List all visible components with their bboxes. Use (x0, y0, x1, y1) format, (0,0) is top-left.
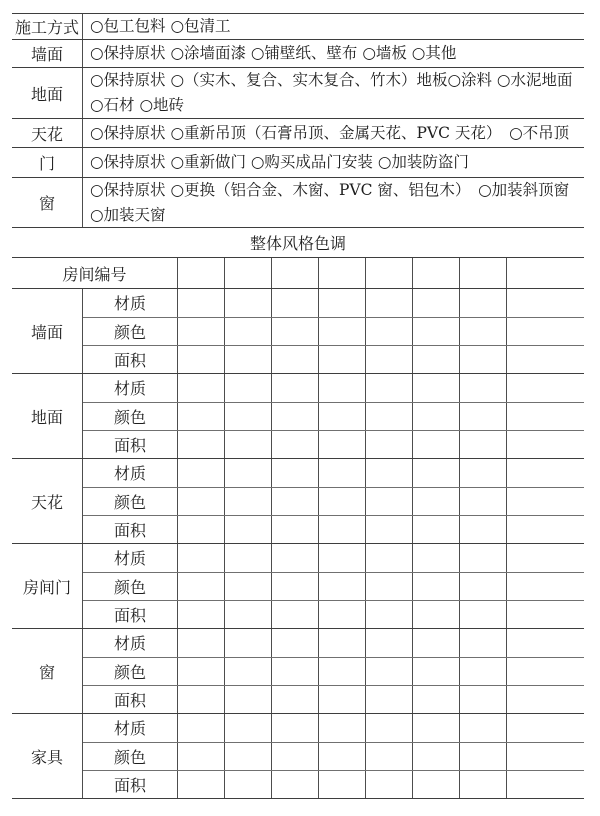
grid-data-cell (413, 403, 460, 431)
grid-data-cell (178, 431, 225, 458)
grid-data-cell (507, 346, 584, 373)
grid-data-cell (225, 516, 272, 543)
grid-row-label: 颜色 (83, 403, 178, 431)
grid-data-cell (178, 459, 225, 487)
grid-data-cell (225, 459, 272, 487)
grid-data-cell (413, 629, 460, 657)
grid-data-cell (460, 289, 507, 317)
option-line: ○加装天窗 (90, 205, 166, 224)
grid-data-cell (413, 714, 460, 742)
grid-data-cell (178, 743, 225, 771)
grid-row-label: 颜色 (83, 658, 178, 686)
grid-row (83, 629, 584, 658)
grid-data-cell (178, 374, 225, 402)
grid-data-cell (225, 601, 272, 628)
room-number-cell (366, 258, 413, 288)
grid-data-cell (178, 488, 225, 516)
row-label-construction-method: 施工方式 (12, 14, 83, 39)
grid-data-cell (225, 771, 272, 798)
grid-data-cell (272, 544, 319, 572)
grid-data-cell (413, 488, 460, 516)
row-label-window: 窗 (12, 178, 83, 227)
grid-data-cell (413, 318, 460, 346)
grid-data-cell (319, 403, 366, 431)
grid-data-cell (272, 431, 319, 458)
grid-row (83, 601, 584, 628)
grid-data-cell (460, 686, 507, 713)
grid-data-cell (178, 771, 225, 798)
grid-data-cell (507, 431, 584, 458)
grid-data-cell (319, 658, 366, 686)
grid-group (12, 544, 584, 629)
grid-data-cell (507, 403, 584, 431)
grid-data-cell (507, 374, 584, 402)
grid-data-cell (178, 629, 225, 657)
grid-data-cell (366, 573, 413, 601)
grid-data-cell (460, 374, 507, 402)
grid-data-cell (507, 318, 584, 346)
grid-data-cell (366, 714, 413, 742)
grid-data-cell (366, 771, 413, 798)
row-label-ceiling: 天花 (12, 119, 83, 147)
grid-data-cell (272, 374, 319, 402)
grid-data-cell (366, 516, 413, 543)
grid-group-rows (83, 374, 584, 458)
grid-row-label: 材质 (83, 289, 178, 317)
grid-data-cell (460, 403, 507, 431)
grid-data-cell (319, 771, 366, 798)
grid-group (12, 629, 584, 714)
grid-data-cell (319, 601, 366, 628)
grid-data-cell (366, 459, 413, 487)
grid-data-cell (366, 658, 413, 686)
grid-group-label: 墙面 (12, 289, 83, 373)
grid-data-cell (460, 544, 507, 572)
row-label-wall: 墙面 (12, 40, 83, 67)
renovation-form-table (12, 13, 584, 799)
grid-row (83, 686, 584, 713)
grid-row (83, 318, 584, 347)
grid-data-cell (225, 403, 272, 431)
room-number-cell (225, 258, 272, 288)
grid-data-cell (272, 403, 319, 431)
grid-data-cell (507, 459, 584, 487)
grid-data-cell (413, 658, 460, 686)
grid-row (83, 431, 584, 458)
grid-data-cell (507, 488, 584, 516)
grid-data-cell (366, 743, 413, 771)
grid-data-cell (225, 488, 272, 516)
grid-data-cell (507, 573, 584, 601)
grid-data-cell (178, 573, 225, 601)
grid-row (83, 403, 584, 432)
grid-data-cell (366, 431, 413, 458)
row-options-ceiling (83, 119, 584, 147)
grid-data-cell (272, 516, 319, 543)
room-grid (12, 289, 584, 799)
grid-data-cell (319, 714, 366, 742)
grid-data-cell (319, 686, 366, 713)
grid-row-label: 颜色 (83, 743, 178, 771)
grid-data-cell (507, 658, 584, 686)
grid-data-cell (225, 573, 272, 601)
grid-data-cell (319, 516, 366, 543)
grid-group-rows (83, 459, 584, 543)
grid-group (12, 374, 584, 459)
grid-group (12, 289, 584, 374)
room-number-cell (413, 258, 460, 288)
option-line: ○保持原状 ○重新吊顶（石膏吊顶、金属天花、PVC 天花） ○不吊顶 (90, 123, 570, 142)
grid-group-label: 房间门 (12, 544, 83, 628)
grid-data-cell (366, 289, 413, 317)
grid-row-label: 材质 (83, 459, 178, 487)
grid-data-cell (225, 629, 272, 657)
grid-data-cell (225, 714, 272, 742)
grid-data-cell (507, 601, 584, 628)
grid-row (83, 743, 584, 772)
row-label-floor: 地面 (12, 68, 83, 118)
grid-row-label: 颜色 (83, 573, 178, 601)
grid-data-cell (319, 289, 366, 317)
form-row-door (12, 148, 584, 178)
grid-row-label: 面积 (83, 601, 178, 628)
grid-data-cell (460, 629, 507, 657)
grid-group-label: 家具 (12, 714, 83, 798)
grid-row (83, 573, 584, 602)
grid-data-cell (178, 318, 225, 346)
grid-data-cell (272, 714, 319, 742)
grid-data-cell (319, 488, 366, 516)
grid-data-cell (178, 516, 225, 543)
grid-data-cell (507, 289, 584, 317)
grid-data-cell (366, 374, 413, 402)
grid-data-cell (413, 544, 460, 572)
row-options-wall (83, 40, 584, 67)
grid-data-cell (319, 544, 366, 572)
grid-data-cell (413, 431, 460, 458)
grid-data-cell (178, 658, 225, 686)
grid-data-cell (178, 544, 225, 572)
grid-data-cell (366, 601, 413, 628)
grid-group-label: 窗 (12, 629, 83, 713)
grid-data-cell (319, 573, 366, 601)
grid-data-cell (225, 289, 272, 317)
grid-data-cell (272, 459, 319, 487)
grid-row-label: 颜色 (83, 318, 178, 346)
grid-row-label: 材质 (83, 714, 178, 742)
room-number-cell (178, 258, 225, 288)
grid-data-cell (460, 346, 507, 373)
grid-row-label: 面积 (83, 346, 178, 373)
grid-data-cell (178, 686, 225, 713)
grid-row (83, 658, 584, 687)
grid-group-rows (83, 714, 584, 798)
form-row-wall (12, 40, 584, 68)
grid-data-cell (507, 516, 584, 543)
grid-data-cell (366, 346, 413, 373)
grid-data-cell (413, 459, 460, 487)
grid-data-cell (460, 658, 507, 686)
grid-data-cell (413, 686, 460, 713)
grid-data-cell (319, 318, 366, 346)
row-options-window (83, 178, 584, 227)
option-line: ○石材 ○地砖 (90, 96, 184, 114)
grid-data-cell (178, 346, 225, 373)
grid-data-cell (366, 629, 413, 657)
row-options-construction-method (83, 14, 584, 39)
grid-data-cell (460, 516, 507, 543)
room-number-label: 房间编号 (12, 258, 178, 288)
grid-data-cell (225, 544, 272, 572)
grid-data-cell (272, 289, 319, 317)
grid-group-label: 地面 (12, 374, 83, 458)
grid-data-cell (178, 714, 225, 742)
grid-data-cell (413, 771, 460, 798)
form-row-floor (12, 68, 584, 119)
grid-data-cell (319, 629, 366, 657)
grid-row (83, 346, 584, 373)
style-tone-title-row (12, 228, 584, 258)
grid-data-cell (272, 346, 319, 373)
grid-data-cell (225, 374, 272, 402)
grid-row (83, 516, 584, 543)
grid-group-rows (83, 629, 584, 713)
form-row-window (12, 178, 584, 228)
grid-data-cell (225, 318, 272, 346)
grid-data-cell (225, 346, 272, 373)
grid-data-cell (319, 743, 366, 771)
grid-data-cell (507, 544, 584, 572)
grid-data-cell (319, 346, 366, 373)
grid-row (83, 488, 584, 517)
room-number-cell (319, 258, 366, 288)
grid-row-label: 面积 (83, 771, 178, 798)
grid-row-label: 材质 (83, 544, 178, 572)
grid-data-cell (460, 488, 507, 516)
grid-row-label: 材质 (83, 374, 178, 402)
grid-data-cell (507, 771, 584, 798)
option-line: ○保持原状 ○更换（铝合金、木窗、PVC 窗、铝包木） ○加装斜顶窗 (90, 180, 570, 199)
option-line: ○保持原状 ○重新做门 ○购买成品门安装 ○加装防盗门 (90, 153, 469, 171)
grid-data-cell (366, 488, 413, 516)
room-number-cell (460, 258, 507, 288)
grid-data-cell (413, 289, 460, 317)
grid-data-cell (272, 488, 319, 516)
form-row-ceiling (12, 119, 584, 148)
grid-data-cell (413, 374, 460, 402)
row-options-floor (83, 68, 584, 118)
grid-group-rows (83, 289, 584, 373)
grid-data-cell (319, 374, 366, 402)
grid-data-cell (366, 544, 413, 572)
grid-data-cell (460, 714, 507, 742)
grid-row-label: 材质 (83, 629, 178, 657)
grid-data-cell (272, 573, 319, 601)
grid-data-cell (413, 573, 460, 601)
grid-data-cell (460, 743, 507, 771)
grid-data-cell (178, 403, 225, 431)
grid-row-label: 颜色 (83, 488, 178, 516)
option-line: ○包工包料 ○包清工 (90, 17, 231, 35)
grid-row (83, 289, 584, 318)
style-tone-title: 整体风格色调 (249, 234, 346, 253)
grid-data-cell (366, 318, 413, 346)
grid-data-cell (178, 601, 225, 628)
row-label-door: 门 (12, 148, 83, 177)
grid-data-cell (413, 743, 460, 771)
option-line: ○保持原状 ○（实木、复合、实木复合、竹木）地板○涂料 ○水泥地面 (90, 71, 573, 89)
grid-data-cell (460, 771, 507, 798)
grid-data-cell (225, 431, 272, 458)
grid-data-cell (507, 629, 584, 657)
form-row-construction-method (12, 14, 584, 40)
grid-data-cell (507, 714, 584, 742)
grid-group (12, 459, 584, 544)
grid-data-cell (272, 771, 319, 798)
room-number-header-row (12, 258, 584, 289)
grid-data-cell (225, 686, 272, 713)
grid-data-cell (366, 686, 413, 713)
grid-data-cell (178, 289, 225, 317)
row-options-door (83, 148, 584, 177)
grid-data-cell (366, 403, 413, 431)
grid-row (83, 459, 584, 488)
grid-data-cell (460, 601, 507, 628)
grid-row (83, 771, 584, 798)
grid-data-cell (460, 431, 507, 458)
room-number-data-cells (178, 258, 584, 288)
grid-data-cell (272, 601, 319, 628)
room-number-cell (507, 258, 584, 288)
grid-row (83, 374, 584, 403)
grid-row (83, 714, 584, 743)
grid-data-cell (507, 743, 584, 771)
grid-data-cell (507, 686, 584, 713)
grid-data-cell (272, 318, 319, 346)
grid-row-label: 面积 (83, 516, 178, 543)
grid-group-rows (83, 544, 584, 628)
option-line: ○保持原状 ○涂墙面漆 ○铺壁纸、壁布 ○墙板 ○其他 (90, 44, 457, 62)
grid-data-cell (413, 601, 460, 628)
room-number-cell (272, 258, 319, 288)
grid-data-cell (413, 516, 460, 543)
grid-data-cell (225, 658, 272, 686)
grid-data-cell (272, 686, 319, 713)
grid-data-cell (460, 318, 507, 346)
grid-data-cell (413, 346, 460, 373)
grid-data-cell (272, 743, 319, 771)
grid-data-cell (319, 459, 366, 487)
grid-data-cell (272, 658, 319, 686)
grid-row (83, 544, 584, 573)
grid-data-cell (272, 629, 319, 657)
grid-row-label: 面积 (83, 686, 178, 713)
grid-data-cell (225, 743, 272, 771)
grid-group-label: 天花 (12, 459, 83, 543)
grid-data-cell (319, 431, 366, 458)
grid-row-label: 面积 (83, 431, 178, 458)
grid-data-cell (460, 573, 507, 601)
grid-group (12, 714, 584, 799)
grid-data-cell (460, 459, 507, 487)
